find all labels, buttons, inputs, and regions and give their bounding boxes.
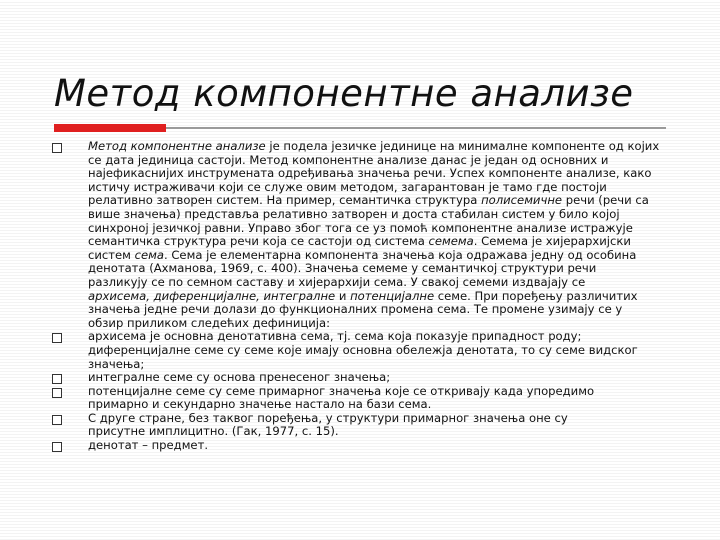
text-run: систем bbox=[88, 247, 135, 262]
text-run: денотата (Ахманова, 1969, с. 400). Значења семеме у семантичкој структури речи bbox=[88, 261, 597, 276]
text-run: разликују се по семном саставу и хијерархији сема. У свакој семеми издвајају се bbox=[88, 274, 586, 289]
bullet-line bbox=[88, 290, 652, 304]
text-run: денотат – предмет. bbox=[88, 438, 209, 453]
bullet-line bbox=[88, 276, 652, 290]
bullet-line bbox=[88, 425, 652, 439]
text-run: архисема је основна денотативна сема, тј. сема која показује припадност роду; bbox=[88, 329, 582, 344]
text-run: . Семема је хијерархијски bbox=[473, 234, 631, 249]
text-run: речи (речи са bbox=[562, 193, 649, 208]
title-divider-line bbox=[166, 127, 666, 129]
bullet-square-icon bbox=[52, 374, 62, 384]
bullet-line bbox=[88, 181, 652, 195]
bullet-line bbox=[88, 208, 652, 222]
emphasized-term: Метод компонентне анализе bbox=[88, 139, 266, 153]
bullet-line bbox=[88, 385, 652, 399]
slide-title: Метод компонентне анализе bbox=[54, 72, 634, 115]
bullet-line bbox=[88, 194, 652, 208]
bullet-square-icon bbox=[52, 388, 62, 398]
bullet-square-icon bbox=[52, 415, 62, 425]
bullet-line bbox=[88, 371, 652, 385]
bullet-line bbox=[88, 439, 652, 453]
bullet-line bbox=[88, 330, 652, 344]
bullet-line bbox=[88, 358, 652, 372]
text-run: најефикаснијих инструмената одређивања значења речи. Успех компоненте анализе, како bbox=[88, 166, 652, 181]
bullet-line bbox=[88, 249, 652, 263]
bullet-line bbox=[88, 167, 652, 181]
text-run: је подела језичке јединице на минималне компоненте од којих bbox=[265, 139, 660, 153]
bullet-line bbox=[88, 398, 652, 412]
bullet-item bbox=[52, 371, 652, 385]
text-run: потенцијалне семе су семе примарног значења које се откривају када упоредимо bbox=[88, 383, 595, 398]
bullet-line bbox=[88, 154, 652, 168]
text-run: интегралне семе су основа пренесеног значења; bbox=[88, 370, 391, 385]
bullet-square-icon bbox=[52, 442, 62, 452]
text-run: семантичка структура речи која се састоји од система bbox=[88, 234, 429, 249]
text-run: диференцијалне семе су семе које имају основна обележја денотата, то су семе видског bbox=[88, 342, 638, 357]
bullet-item bbox=[52, 439, 652, 453]
bullet-line bbox=[88, 317, 652, 331]
text-run: примарно и секундарно значење настало на бази сема. bbox=[88, 397, 432, 412]
bullet-line bbox=[88, 262, 652, 276]
emphasized-term: архисема, диференцијалне, интегралне bbox=[88, 288, 336, 303]
title-divider bbox=[54, 124, 666, 132]
text-run: се дата јединица састоји. Метод компонентне анализе данас је један од основних и bbox=[88, 152, 609, 167]
bullet-square-icon bbox=[52, 333, 62, 343]
text-run: истичу истраживачи који се служе овим методом, загарантован је тамо где постоји bbox=[88, 179, 607, 194]
bullet-square-icon bbox=[52, 143, 62, 153]
text-run: . Сема је елементарна компонента значења која одражава једну од особина bbox=[163, 247, 637, 262]
emphasized-term: сема bbox=[134, 247, 164, 262]
bullet-line bbox=[88, 412, 652, 426]
bullet-line bbox=[88, 139, 660, 154]
bullet-line bbox=[88, 344, 652, 358]
text-run: присутне имплицитно. (Гак, 1977, с. 15). bbox=[88, 424, 339, 439]
bullet-line bbox=[88, 303, 652, 317]
text-run: синхроној језичкој равни. Управо због тога се уз помоћ компонентне анализе истражује bbox=[88, 220, 633, 235]
bullet-item bbox=[52, 412, 652, 439]
title-divider-accent bbox=[54, 124, 166, 132]
emphasized-term: потенцијалне bbox=[350, 288, 435, 303]
emphasized-term: полисемичне bbox=[481, 193, 563, 208]
text-run: С друге стране, без таквог поређења, у структури примарног значења оне су bbox=[88, 410, 568, 425]
text-run: више значења) представља релативно затворен и доста стабилан систем у било којој bbox=[88, 206, 620, 221]
bullet-line bbox=[88, 235, 652, 249]
bullet-item bbox=[52, 139, 660, 330]
bullet-item bbox=[52, 385, 652, 412]
text-run: значења једне речи долази до функционалних промена сема. Те промене узимају се у bbox=[88, 302, 623, 317]
text-run: семе. При поређењу различитих bbox=[434, 288, 638, 303]
bullet-line bbox=[88, 222, 652, 236]
text-run: значења; bbox=[88, 356, 145, 371]
text-run: обзир приликом следећих дефиниција: bbox=[88, 315, 331, 330]
emphasized-term: семема bbox=[428, 234, 474, 249]
text-run: релативно затворен систем. На пример, семантичка структура bbox=[88, 193, 482, 208]
text-run: и bbox=[335, 288, 351, 303]
bullet-list bbox=[52, 139, 660, 453]
bullet-item bbox=[52, 330, 652, 371]
